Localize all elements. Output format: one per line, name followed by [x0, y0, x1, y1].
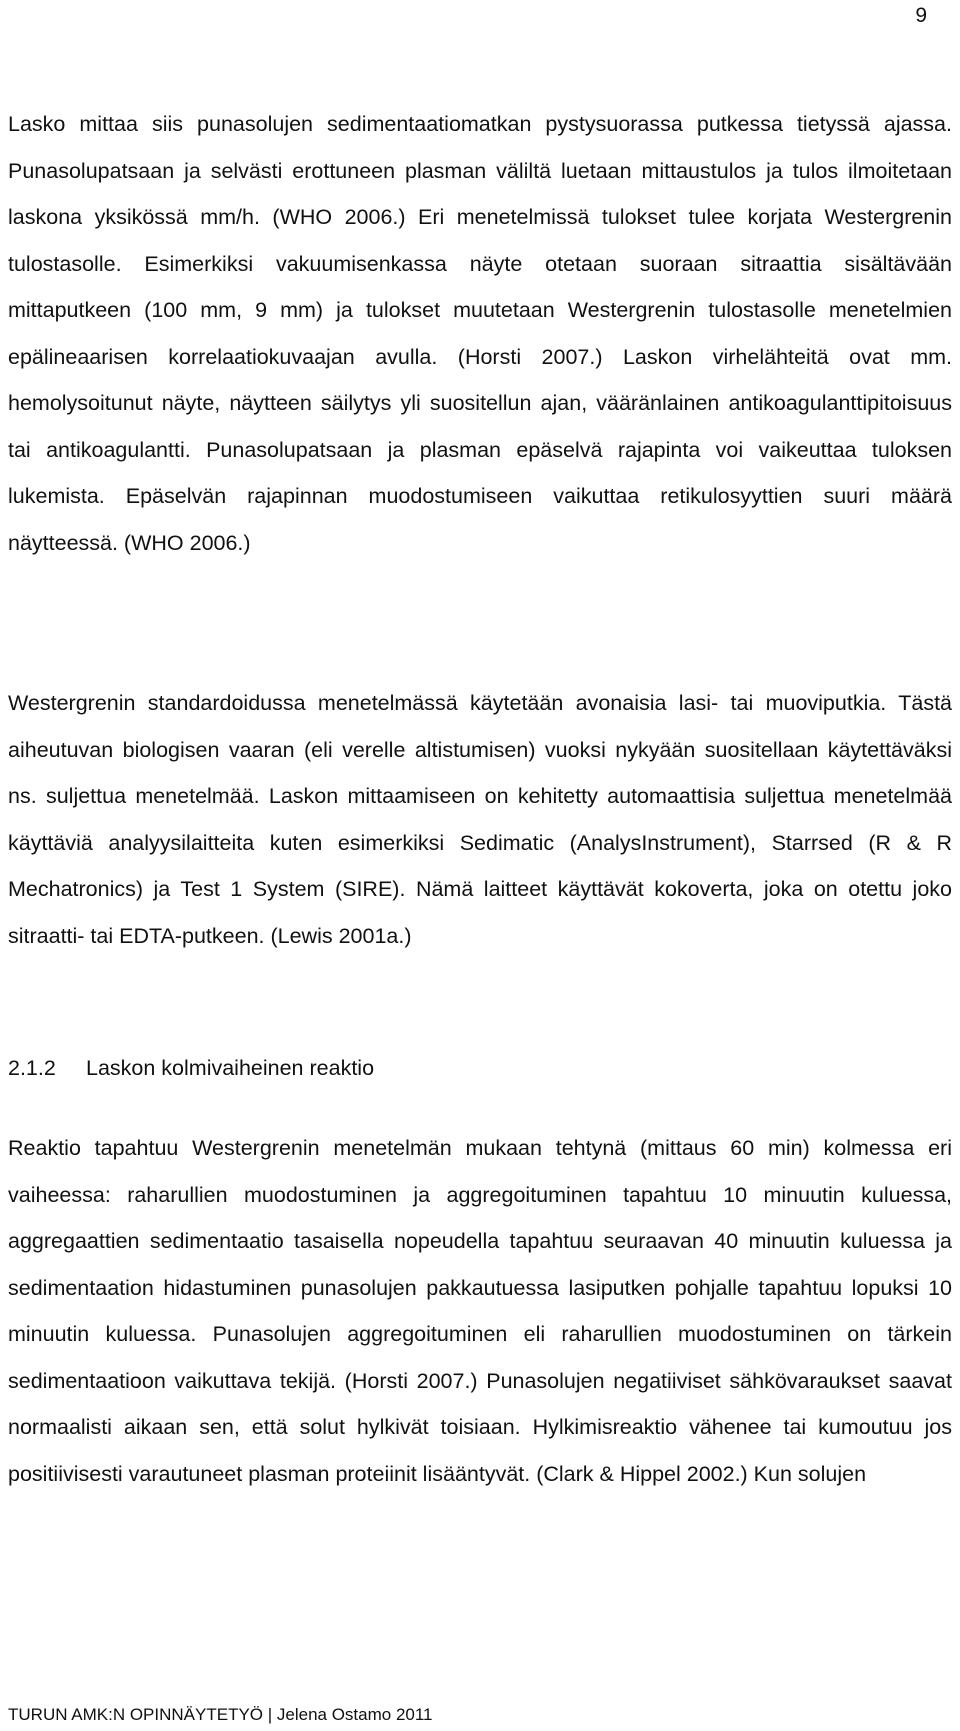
body-paragraph-3 [8, 1125, 952, 1497]
section-number: 2.1.2 [8, 1056, 56, 1080]
page-number: 9 [915, 4, 927, 27]
page-footer: TURUN AMK:N OPINNÄYTETYÖ | Jelena Ostamo 2011 [8, 1705, 433, 1724]
section-heading [8, 1045, 374, 1092]
body-paragraph-2 [8, 680, 952, 959]
paragraph-text: Westergrenin standardoidussa menetelmässä käytetään avonaisia lasi- tai muoviputkia. Tästä aiheutuvan biologisen vaaran (eli verelle altistumisen) vuoksi nykyään suositellaan käytettäväksi ns. suljettua menetelmää. Laskon mittaamiseen on kehitetty automaattisia suljettua menetelmää käyttäviä analyysilaitteita kuten esimerkiksi Sedimatic (AnalysInstrument), Starrsed (R & R Mechatronics) ja Test 1 System (SIRE). Nämä laitteet käyttävät kokoverta, joka on otettu joko sitraatti- tai EDTA-putkeen. (Lewis 2001a.) [8, 691, 952, 948]
paragraph-text: Reaktio tapahtuu Westergrenin menetelmän mukaan tehtynä (mittaus 60 min) kolmessa eri vaiheessa: raharullien muodostuminen ja aggregoituminen tapahtuu 10 minuutin kuluessa, aggregaattien sedimentaatio tasaisella nopeudella tapahtuu seuraavan 40 minuutin kuluessa ja sedimentaation hidastuminen punasolujen pakkautuessa lasiputken pohjalle tapahtuu lopuksi 10 minuutin kuluessa. Punasolujen aggregoituminen eli raharullien muodostuminen on tärkein sedimentaatioon vaikuttava tekijä. (Horsti 2007.) Punasolujen negatiiviset sähkövaraukset saavat normaalisti aikaan sen, että solut hylkivät toisiaan. Hylkimisreaktio vähenee tai kumoutuu jos positiivisesti varautuneet plasman proteiinit lisääntyvät. (Clark & Hippel 2002.) Kun solujen [8, 1136, 952, 1486]
paragraph-text: Lasko mittaa siis punasolujen sedimentaatiomatkan pystysuorassa putkessa tietyssä ajassa. Punasolupatsaan ja selvästi erottuneen plasman väliltä luetaan mittaustulos ja tulos ilmoitetaan laskona yksikössä mm/h. (WHO 2006.) Eri menetelmissä tulokset tulee korjata Westergrenin tulostasolle. Esimerkiksi vakuumisenkassa näyte otetaan suoraan sitraattia sisältävään mittaputkeen (100 mm, 9 mm) ja tulokset muutetaan Westergrenin tulostasolle menetelmien epälineaarisen korrelaatiokuvaajan avulla. (Horsti 2007.) Laskon virhelähteitä ovat mm. hemolysoitunut näyte, näytteen säilytys yli suositellun ajan, vääränlainen antikoagulanttipitoisuus tai antikoagulantti. Punasolupatsaan ja plasman epäselvä rajapinta voi vaikeuttaa tuloksen lukemista. Epäselvän rajapinnan muodostumiseen vaikuttaa retikulosyyttien suuri määrä näytteessä. (WHO 2006.) [8, 112, 952, 555]
section-title: Laskon kolmivaiheinen reaktio [86, 1056, 375, 1080]
body-paragraph-1 [8, 101, 952, 566]
